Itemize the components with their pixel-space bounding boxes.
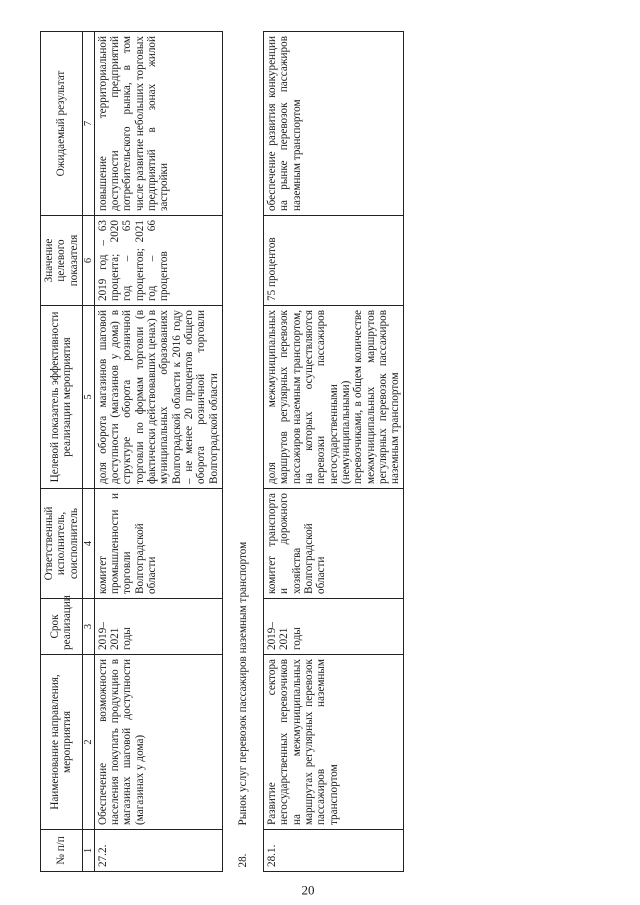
row-indicator: доля межмуниципальных маршрутов регулярных перевозок пассажиров наземным транспортом, на которых осуществляются перевозки пассажиров негосударственными (немуниципальными) перевозчиками, в общем количестве межмуниципальных маршрутов регулярных перевозок пассажиров наземным транспортом — [264, 306, 404, 489]
table-row — [94, 32, 222, 872]
row-result: повышение территориальной доступности предприятий потребительского рынка, в том числе развитие небольших торговых предприятий в зонах жилой застройки — [94, 32, 222, 216]
column-index: 1 — [82, 830, 94, 872]
column-index: 6 — [82, 216, 94, 306]
column-index: 7 — [82, 32, 94, 216]
row-indicator: доля оборота магазинов шаговой доступности (магазинов у дома) в структуре оборота розничной торговли по формам торговли (в фактически действовавших ценах) в муниципальных образованиях Волгоградской области к 2016 году – не менее 20 процентов общего оборота розничной торговли Волгоградской области — [94, 306, 222, 489]
column-index: 2 — [82, 655, 94, 830]
row-term: 2019–2021 годы — [264, 599, 404, 655]
row-executor: комитет транспорта и дорожного хозяйства Волгоградской области — [264, 489, 404, 599]
row-executor: комитет промышленности и торговли Волгоградской области — [94, 489, 222, 599]
header-executor: Ответственный исполнитель, соисполнитель — [41, 489, 83, 599]
column-index: 3 — [82, 599, 94, 655]
header-num: № п/п — [41, 830, 83, 872]
row-num: 27.2. — [94, 830, 222, 872]
section-title: Рынок услуг перевозок пассажиров наземным транспортом — [222, 32, 263, 830]
column-index: 4 — [82, 489, 94, 599]
row-result: обеспечение развития конкуренции на рынке перевозок пассажиров наземным транспортом — [264, 32, 404, 216]
table-row — [264, 32, 404, 872]
row-term: 2019–2021 годы — [94, 599, 222, 655]
header-value: Значение целевого показателя — [41, 216, 83, 306]
measures-table — [40, 31, 404, 872]
page-number: 20 — [301, 882, 315, 898]
header-term: Срок реализации — [41, 599, 83, 655]
row-name: Обеспечение возможности населения покупать продукцию в магазинах шаговой доступности (магазинах у дома) — [94, 655, 222, 830]
header-name: Наименование направления, мероприятия — [41, 655, 83, 830]
section-num: 28. — [222, 830, 263, 872]
header-indicator: Целевой показатель эффективности реализации мероприятия — [41, 306, 83, 489]
row-num: 28.1. — [264, 830, 404, 872]
row-value: 2019 год – 63 процента; 2020 год – 65 процентов; 2021 год – 66 процентов — [94, 216, 222, 306]
row-name: Развитие сектора негосударственных перевозчиков на межмуниципальных маршрутах регулярных перевозок пассажиров наземным транспортом — [264, 655, 404, 830]
header-result: Ожидаемый результат — [41, 32, 83, 216]
column-index-row — [82, 32, 94, 872]
row-value: 75 процентов — [264, 216, 404, 306]
column-index: 5 — [82, 306, 94, 489]
header-row — [41, 32, 83, 872]
section-row — [222, 32, 263, 872]
